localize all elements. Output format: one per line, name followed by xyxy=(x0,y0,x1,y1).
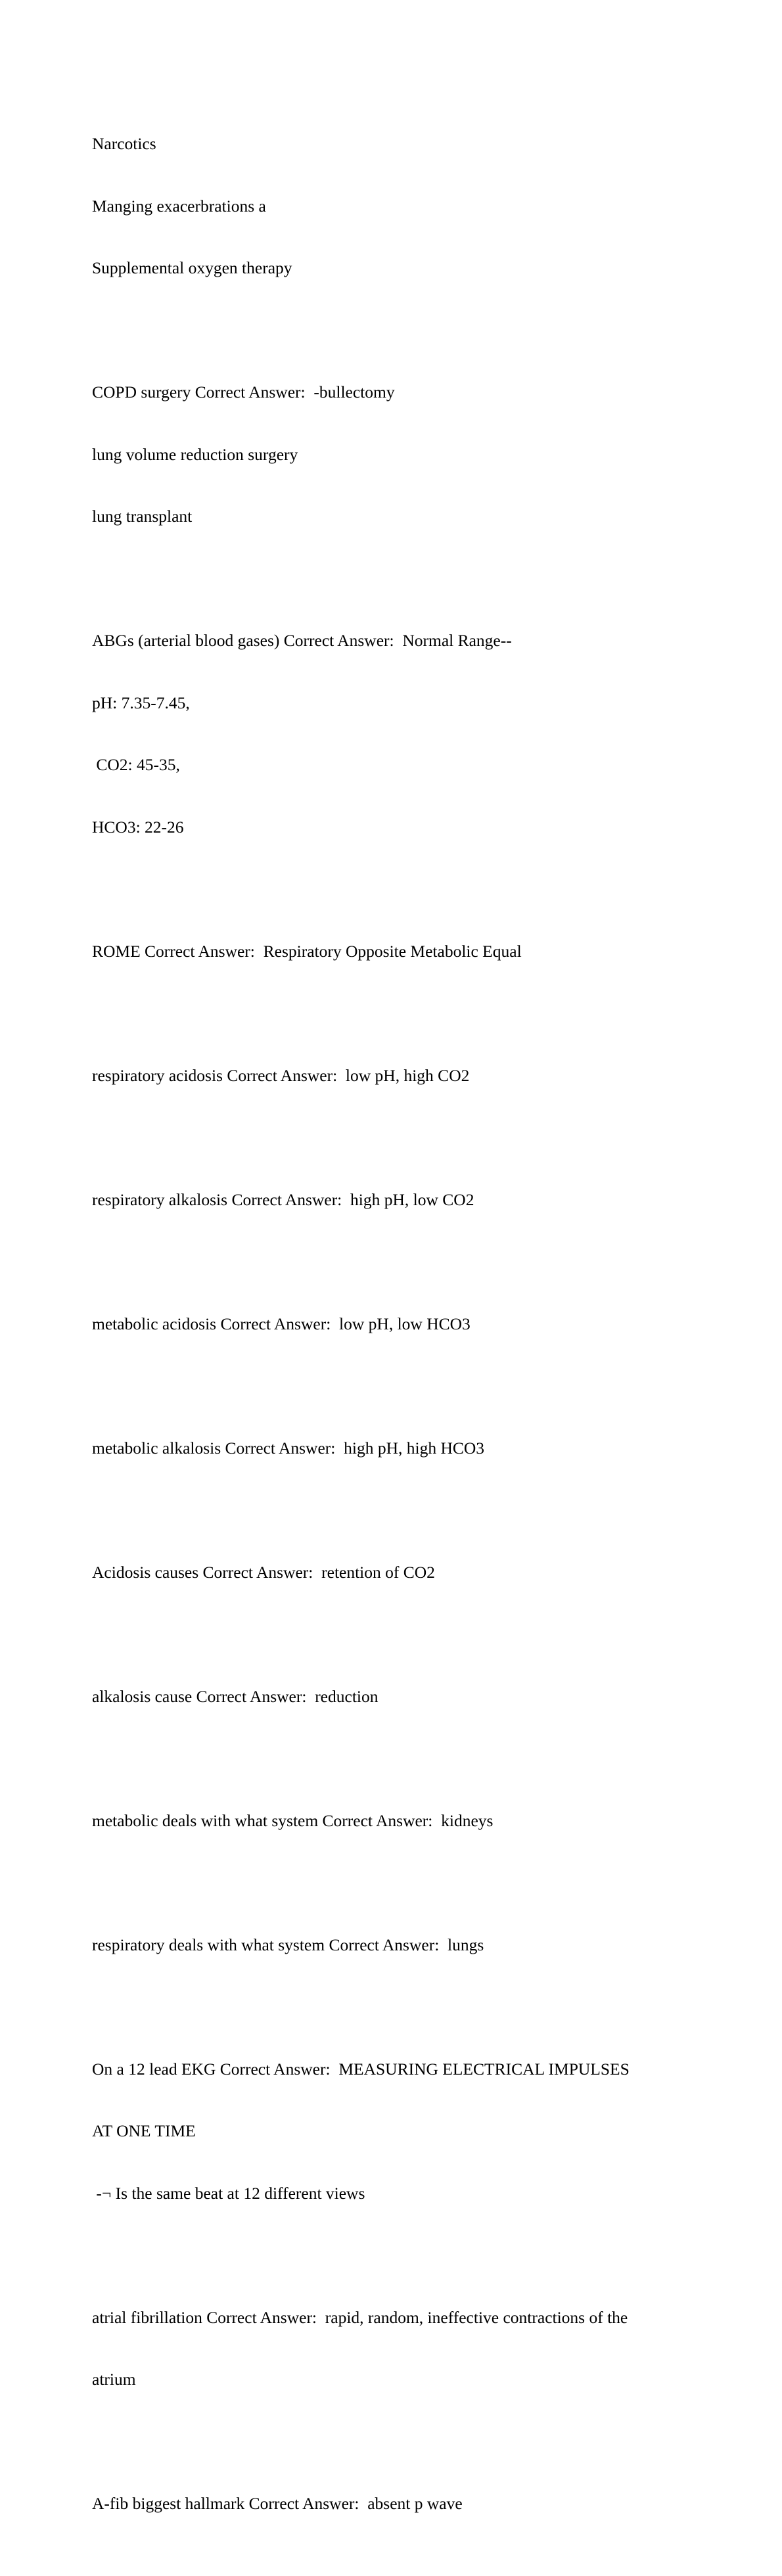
text-line: Supplemental oxygen therapy xyxy=(92,258,292,277)
text-line: Narcotics xyxy=(92,134,156,153)
text-line: ABGs (arterial blood gases) Correct Answer: Normal Range-- xyxy=(92,631,512,650)
text-line: Manging exacerbrations a xyxy=(92,196,266,216)
text-line: Acidosis causes Correct Answer: retention of CO2 xyxy=(92,1562,435,1582)
paragraph xyxy=(92,340,683,568)
text-line: AT ONE TIME xyxy=(92,2121,196,2140)
text-line: On a 12 lead EKG Correct Answer: MEASURING ELECTRICAL IMPULSES xyxy=(92,2059,630,2079)
text-line: metabolic alkalosis Correct Answer: high pH, high HCO3 xyxy=(92,1438,485,1458)
paragraph xyxy=(92,1024,683,1128)
text-line: respiratory alkalosis Correct Answer: high pH, low CO2 xyxy=(92,1189,474,1209)
paragraph xyxy=(92,1521,683,1624)
document-page xyxy=(92,92,683,2576)
text-line: lung transplant xyxy=(92,507,193,526)
paragraph xyxy=(92,1645,683,1749)
text-line: lung volume reduction surgery xyxy=(92,444,298,464)
text-line: respiratory acidosis Correct Answer: low pH, high CO2 xyxy=(92,1065,470,1085)
paragraph xyxy=(92,1769,683,1873)
paragraph xyxy=(92,1893,683,1997)
paragraph xyxy=(92,900,683,1003)
text-line: COPD surgery Correct Answer: -bullectomy xyxy=(92,382,395,402)
text-line: respiratory deals with what system Correct Answer: lungs xyxy=(92,1935,484,1954)
paragraph xyxy=(92,1272,683,1376)
text-line: A-fib biggest hallmark Correct Answer: absent p wave xyxy=(92,2494,463,2513)
paragraph xyxy=(92,589,683,879)
text-line: ROME Correct Answer: Respiratory Opposite Metabolic Equal xyxy=(92,941,522,961)
paragraph xyxy=(92,2452,683,2556)
text-line: metabolic acidosis Correct Answer: low pH, low HCO3 xyxy=(92,1314,471,1333)
text-line: HCO3: 22-26 xyxy=(92,817,184,837)
text-line: -¬ Is the same beat at 12 different views xyxy=(92,2183,365,2203)
text-line: metabolic deals with what system Correct Answer: kidneys xyxy=(92,1810,494,1830)
paragraph xyxy=(92,2266,683,2431)
paragraph xyxy=(92,1396,683,1500)
paragraph xyxy=(92,1148,683,1252)
text-line: pH: 7.35-7.45, xyxy=(92,693,190,712)
text-line: atrium xyxy=(92,2370,136,2389)
text-line: alkalosis cause Correct Answer: reduction xyxy=(92,1686,379,1706)
paragraph xyxy=(92,92,683,320)
paragraph xyxy=(92,2017,683,2245)
text-line: CO2: 45-35, xyxy=(92,755,180,774)
text-line: atrial fibrillation Correct Answer: rapid, random, ineffective contractions of the xyxy=(92,2307,628,2327)
